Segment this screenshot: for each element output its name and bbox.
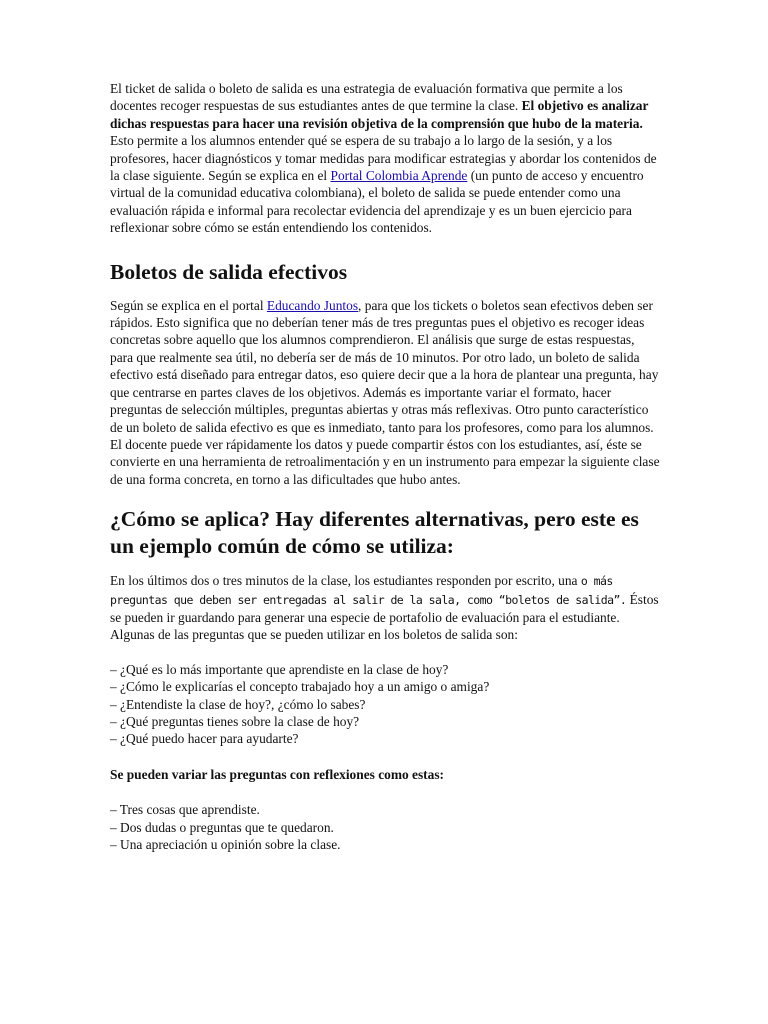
list-item: – ¿Cómo le explicarías el concepto trabajado hoy a un amigo o amiga?	[110, 679, 490, 695]
intro-bold-text: El objetivo es analizar dichas respuestas para hacer una revisión objetiva de la comprensión que hubo de la materia.	[110, 98, 649, 131]
intro-paragraph	[110, 80, 660, 237]
educando-juntos-link[interactable]: Educando Juntos	[266, 297, 359, 313]
aplica-text-2: Éstos se pueden ir guardando para generar una especie de portafolio de evaluación para el estudiante. Algunas de las preguntas que se pueden utilizar en los boletos de salida son:	[110, 591, 659, 643]
list-item: – Una apreciación u opinión sobre la clase.	[110, 837, 341, 852]
portal-colombia-aprende-link[interactable]: Portal Colombia Aprende	[330, 168, 468, 184]
intro-text-2: Esto permite a los alumnos entender qué se espera de su trabajo a lo largo de la sesión, y a los profesores, hacer diagnósticos y tomar medidas para modificar estrategias y abordar los contenidos de la clase siguiente. Según se explica en el	[110, 133, 657, 184]
list-item: – Dos dudas o preguntas que te quedaron.	[110, 819, 334, 835]
document-page	[110, 80, 660, 871]
boletos-text-2: , para que los tickets o boletos sean efectivos deben ser rápidos. Esto significa que no deberían tener más de tres preguntas pues el objetivo es recoger ideas concretas sobre aquello que los alumnos comprendieron. El análisis que surge de estas respuestas, para que realmente sea útil, no debería ser de más de 10 minutos. Por otro lado, un boleto de salida efectivo está diseñado para entregar datos, eso quiere decir que a la hora de plantear una pregunta, hay que centrarse en partes claves de los objetivos. Además es importante variar el formato, hacer preguntas de selección múltiples, preguntas abiertas y otras más reflexivas. Otro punto característico de un boleto de salida efectivo es que es inmediato, tanto para los profesores, como para los alumnos. El docente puede ver rápidamente los datos y puede compartir éstos con los estudiantes, así, éste se convierte en una herramienta de retroalimentación y en un instrumento para empezar la siguiente clase de una forma concreta, en torno a las dificultades que hubo antes.	[110, 297, 660, 487]
questions-list	[110, 661, 660, 748]
reflections-list	[110, 801, 660, 853]
aplica-text-1: En los últimos dos o tres minutos de la clase, los estudiantes responden por escrito, una	[110, 573, 581, 589]
aplica-mono-text: o más preguntas que deben ser entregadas al salir de la sala, como “boletos de salida”.	[110, 574, 627, 607]
intro-text-3: (un punto de acceso y encuentro virtual de la comunidad educativa colombiana), el boleto de salida se puede entender como una evaluación rápida e informal para recolectar evidencia del aprendizaje y es un buen ejercicio para reflexionar sobre cómo se están entendiendo los contenidos.	[110, 168, 644, 236]
boletos-paragraph	[110, 297, 660, 488]
list-item: – ¿Entendiste la clase de hoy?, ¿cómo lo sabes?	[110, 696, 366, 712]
list-item: – ¿Qué puedo hacer para ayudarte?	[110, 731, 299, 747]
list-item: – ¿Qué es lo más importante que aprendiste en la clase de hoy?	[110, 661, 449, 677]
intro-text-1: El ticket de salida o boleto de salida es una estrategia de evaluación formativa que permite a los docentes recoger respuestas de sus estudiantes antes de que termine la clase.	[110, 81, 623, 114]
boletos-text-1: Según se explica en el portal	[110, 297, 267, 313]
list-item: – Tres cosas que aprendiste.	[110, 802, 260, 818]
heading-boletos-efectivos: Boletos de salida efectivos	[110, 259, 348, 284]
aplica-paragraph	[110, 572, 660, 644]
variants-heading: Se pueden variar las preguntas con reflexiones como estas:	[110, 766, 445, 782]
list-item: – ¿Qué preguntas tienes sobre la clase de hoy?	[110, 713, 360, 729]
heading-como-se-aplica: ¿Cómo se aplica? Hay diferentes alternativas, pero este es un ejemplo común de cómo se utiliza:	[110, 507, 639, 559]
